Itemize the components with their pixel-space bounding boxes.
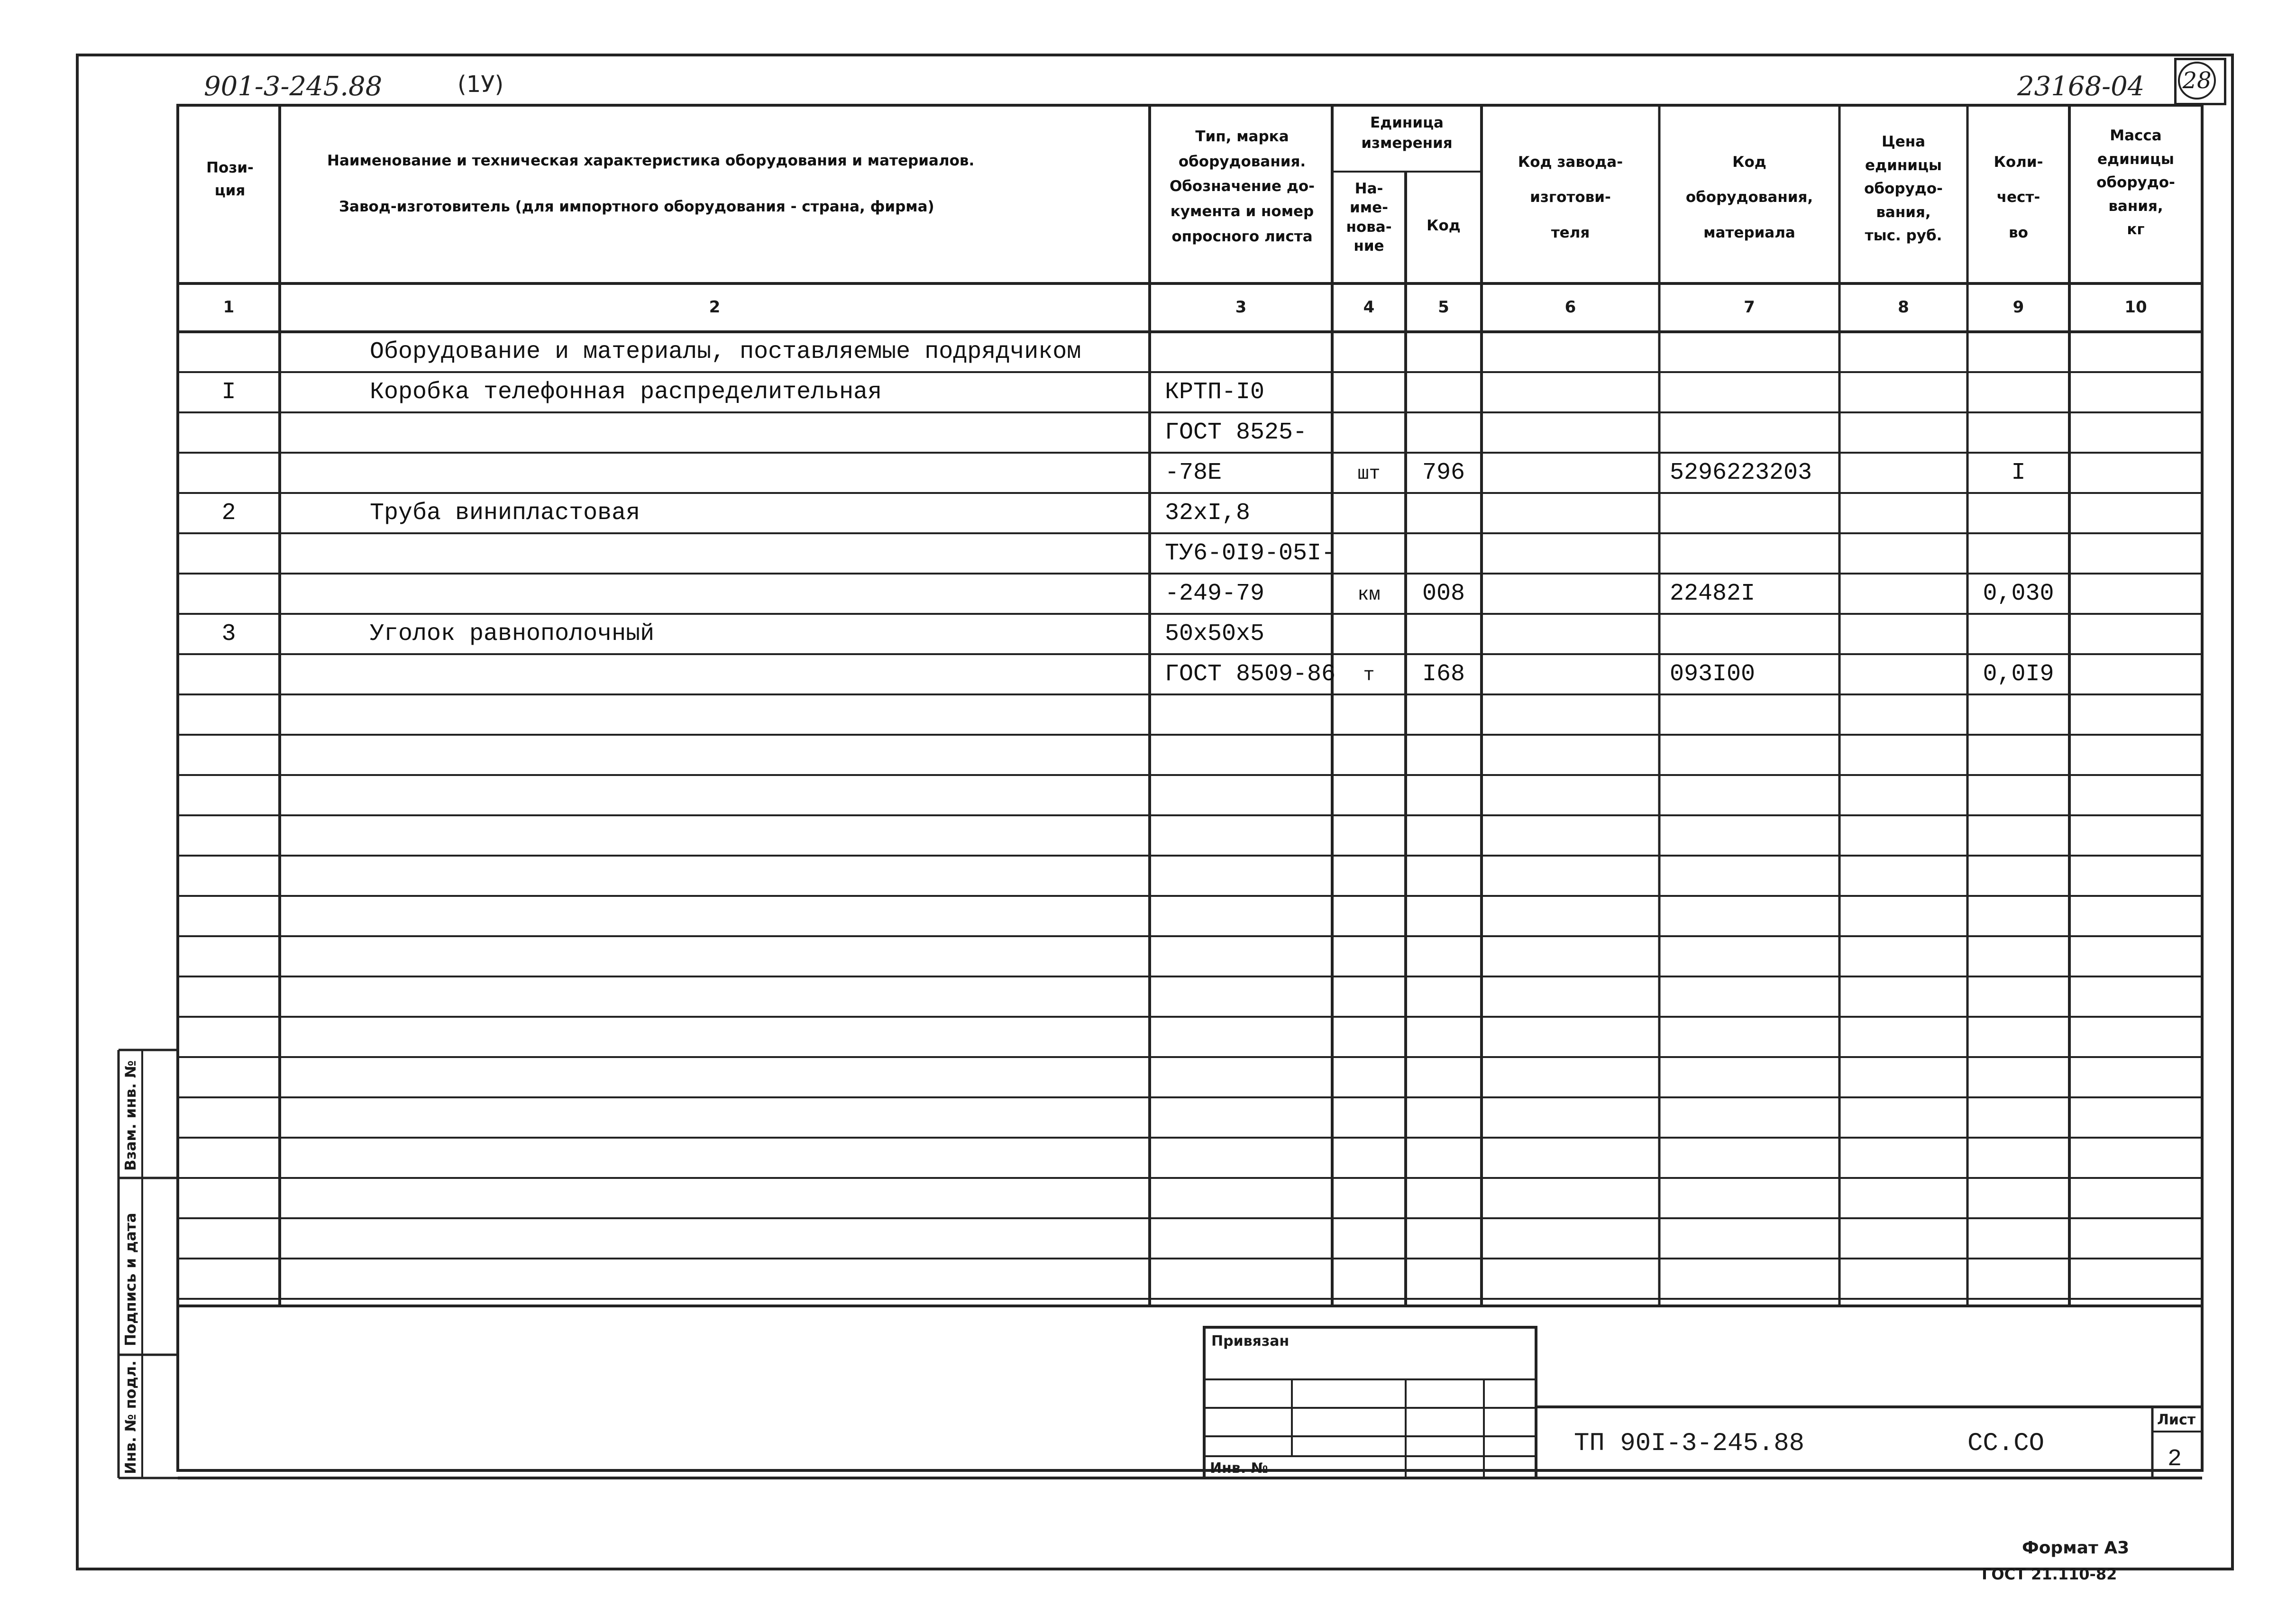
header-factory-code: Код завода- изготови- теля bbox=[1518, 154, 1623, 241]
table-cell-c5: I68 bbox=[1422, 661, 1465, 688]
column-number: 6 bbox=[1564, 298, 1576, 317]
table-cell-c7: 5296223203 bbox=[1670, 459, 1812, 486]
header-position: Пози- ция bbox=[206, 159, 254, 200]
inv-no-label: Инв. № bbox=[1210, 1460, 1268, 1477]
table-cell-c1: 3 bbox=[221, 620, 236, 648]
header-name-line1: Наименование и техническая характеристика оборудования и материалов. bbox=[327, 152, 975, 169]
sheet-value: 2 bbox=[2168, 1446, 2182, 1473]
table-cell-c3: КРТП-I0 bbox=[1165, 379, 1265, 406]
section-mark: (1У) bbox=[457, 71, 504, 98]
header-mass: Масса единицы оборудо- вания, кг bbox=[2096, 127, 2175, 238]
side-vzam: Взам. инв. № bbox=[122, 1060, 139, 1171]
table-cell-c3: 50х50х5 bbox=[1165, 620, 1265, 648]
sheet-circle-number: 28 bbox=[2178, 62, 2216, 100]
table-cell-c2: Коробка телефонная распределительная bbox=[370, 379, 882, 406]
table-cell-c3: -78Е bbox=[1165, 459, 1222, 486]
column-number: 2 bbox=[709, 298, 721, 317]
table-cell-c1: 2 bbox=[221, 500, 236, 527]
column-number: 10 bbox=[2124, 298, 2147, 317]
side-inv-podl: Инв. № подл. bbox=[122, 1360, 139, 1474]
table-cell-c2: Труба винипластовая bbox=[370, 500, 640, 527]
doc-number: 901-3-245.88 bbox=[204, 71, 383, 102]
table-cell-c2: Уголок равнополочный bbox=[370, 620, 655, 648]
table-cell-c9: 0,0I9 bbox=[1983, 661, 2054, 688]
doc-mark: СС.СО bbox=[1967, 1429, 2045, 1458]
header-quantity: Коли- чест- во bbox=[1994, 154, 2043, 241]
table-cell-c3: -249-79 bbox=[1165, 580, 1265, 607]
table-cell-c4: км bbox=[1357, 584, 1381, 606]
doc-code: ТП 90I-3-245.88 bbox=[1574, 1429, 1805, 1458]
header-unit-name: На- име- нова- ние bbox=[1346, 180, 1392, 255]
column-number: 1 bbox=[223, 298, 235, 317]
gost-label: ГОСТ 21.110-82 bbox=[1982, 1565, 2117, 1583]
table-cell-c4: т bbox=[1363, 665, 1375, 686]
table-cell-c7: 093I00 bbox=[1670, 661, 1756, 688]
table-cell-c2: Оборудование и материалы, поставляемые подрядчиком bbox=[370, 338, 1081, 365]
table-cell-c4: шт bbox=[1357, 464, 1381, 485]
table-cell-c3: ТУ6-0I9-05I- bbox=[1165, 540, 1336, 567]
header-type-mark: Тип, марка оборудования. Обозначение до- кумента и номер опросного листа bbox=[1169, 128, 1315, 245]
table-cell-c3: ГОСТ 8509-86 bbox=[1165, 661, 1336, 688]
table-cell-c9: 0,030 bbox=[1983, 580, 2054, 607]
header-equipment-code: Код оборудования, материала bbox=[1685, 154, 1813, 241]
column-number: 9 bbox=[2012, 298, 2024, 317]
table-cell-c5: 008 bbox=[1422, 580, 1465, 607]
header-unit-group: Единица измерения bbox=[1361, 114, 1453, 152]
table-cell-c9: I bbox=[2011, 459, 2026, 486]
side-podpis: Подпись и дата bbox=[122, 1213, 139, 1346]
column-number: 3 bbox=[1235, 298, 1247, 317]
column-number: 7 bbox=[1744, 298, 1755, 317]
header-price: Цена единицы оборудо- вания, тыс. руб. bbox=[1864, 133, 1943, 245]
column-number: 5 bbox=[1438, 298, 1449, 317]
column-number: 8 bbox=[1898, 298, 1909, 317]
table-cell-c1: I bbox=[221, 379, 236, 406]
table-cell-c3: 32хI,8 bbox=[1165, 500, 1251, 527]
archive-code: 23168-04 bbox=[2017, 71, 2145, 102]
table-cell-c7: 22482I bbox=[1670, 580, 1756, 607]
table-cell-c5: 796 bbox=[1422, 459, 1465, 486]
table-cell-c3: ГОСТ 8525- bbox=[1165, 419, 1308, 446]
format-label: Формат А3 bbox=[2022, 1538, 2130, 1558]
column-number: 4 bbox=[1363, 298, 1375, 317]
header-unit-code: Код bbox=[1427, 217, 1461, 234]
sheet-label: Лист bbox=[2157, 1412, 2196, 1428]
privyazan-label: Привязан bbox=[1211, 1333, 1290, 1350]
header-name-line2: Завод-изготовитель (для импортного оборудования - страна, фирма) bbox=[339, 198, 934, 215]
